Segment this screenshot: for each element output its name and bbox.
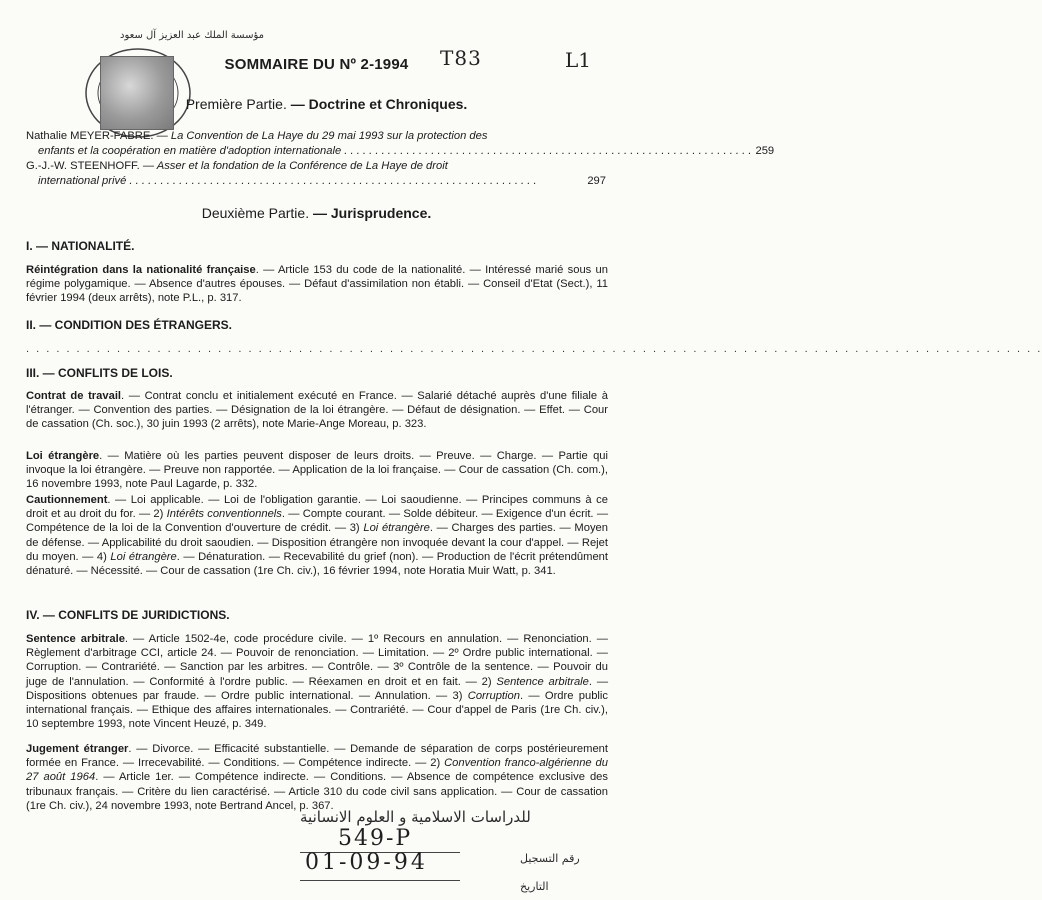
entry-body: . — Charges des parties. — Moyen de défense. — Applicabilité du droit saoudien. — Disposition étrangère non invoquée devant la cour d'appel. — Rejet du moyen. — 4) (26, 522, 608, 563)
entry-italic: Sentence arbitrale (496, 675, 589, 688)
toc-cont: international privé . . . (38, 174, 583, 189)
part-one-heading (10, 96, 643, 112)
entry-head: Jugement étranger (26, 743, 129, 755)
toc-cont: enfants et la coopération en matière d'adoption internationale . . . (38, 144, 751, 159)
entry-body: . — Loi applicable. — Loi de l'obligation garantie. — Loi saoudienne. — Principes communs à ce droit et au droit du for. — 2) (26, 494, 608, 521)
entry-head: Réintégration dans la nationalité française (26, 264, 256, 276)
registration-number-label: رقم التسجيل (520, 852, 580, 865)
entry-italic: Convention franco-algérienne du 27 août 1964 (26, 757, 608, 784)
entry-body: . — Article 153 du code de la nationalité. — Intéressé marié sous un régime polygamique. — Absence d'autres épouses. — Défaut d'assimilation non établi. — Conseil d'Etat (Sect.), 11 février 1994 (deux arrêts), note P.L., p. 317. (26, 264, 608, 305)
bleed-through (120, 0, 124, 15)
entry-jugement (26, 742, 608, 813)
entry-italic: Loi étrangère (110, 550, 177, 563)
entry-body: . — Compte courant. — Solde débiteur. — Exigence d'un écrit. — Compétence de la loi de la Convention d'ouverture de crédit. — 3) (26, 508, 609, 535)
toc-text: — La Convention de La Haye du 29 mai 1993 sur la protection des (156, 130, 488, 142)
page-title: SOMMAIRE DU Nº 2-1994 (224, 56, 409, 73)
handwritten-corner: L1 (565, 48, 592, 72)
entry-head: Sentence arbitrale (26, 633, 125, 645)
entry-italic: Loi étrangère (363, 522, 430, 535)
registration-date-label: التاريخ (520, 880, 549, 893)
entry-contrat (26, 389, 608, 432)
part-two-heading (0, 205, 633, 221)
entry-body: . — Article 1er. — Compétence indirecte. — Conditions. — Absence de compétence exclusive des tribunaux français. — Critère du lien caractérisé. — Article 310 du code civil sans application. — Cour de cassation (1re Ch. civ.), 24 novembre 1993, note Bertrand Ancel, p. 367. (26, 771, 608, 812)
stamp-text: مؤسسة الملك عبد العزيز آل سعود (120, 30, 264, 41)
entry-reintegration (26, 263, 608, 306)
toc-page: 259 (755, 145, 775, 157)
entry-body: . — Matière où les parties peuvent disposer de leurs droits. — Preuve. — Charge. — Partie qui invoque la loi étrangère. — Preuve non rapportée. — Application de la loi française. — Cour de cassation (Ch. com.), 16 novembre 1993, note Paul Lagarde, p. 332. (26, 450, 609, 491)
entry-body: . — Dispositions obtenues par fraude. — Ordre public international. — Annulation. — 3) (26, 675, 609, 702)
part-one-label: Première Partie. (185, 96, 287, 112)
registration-rule (300, 880, 460, 881)
section-heading: II. — CONDITION DES ÉTRANGERS. (26, 318, 233, 332)
dotted-leader: . . . . . . . . . . . . . . . . . . . . . . . . . . . . . . . . . . . . . . . . . . . . . . . . . . . . . . . . . . . . . . . . . . . . . . . . . . . . . . . . . . . . . . . . . . . . . . . . . . . . . (26, 343, 1042, 355)
registration-institute: للدراسات الاسلامية و العلوم الانسانية (300, 808, 531, 826)
toc-author: Nathalie MEYER-FABRE. (26, 130, 154, 142)
entry-sentence (26, 632, 608, 731)
toc-text: — Asser et la fondation de la Conférence de La Haye de droit (142, 160, 448, 172)
toc-entry (26, 159, 606, 189)
entry-head: Loi étrangère (26, 450, 100, 462)
part-one-subtitle: — Doctrine et Chroniques. (290, 96, 468, 112)
entry-head: Contrat de travail (26, 390, 122, 402)
toc-author: G.-J.-W. STEENHOFF. (26, 160, 140, 172)
entry-loi (26, 449, 608, 492)
entry-italic: Intérêts conventionnels (166, 508, 282, 521)
entry-body: . — Divorce. — Efficacité substantielle. — Demande de séparation de corps postérieurement formée en France. — Irrecevabilité. — Conditions. — Compétence indirecte. — 2) (26, 743, 608, 770)
entry-body: . — Ordre public international français. — Ethique des affaires internationales. — Contrariété. — Cour d'appel de Paris (1re Ch. civ.), 10 septembre 1993, note Vincent Heuzé, p. 349. (26, 689, 608, 731)
part-two-label: Deuxième Partie. (201, 205, 310, 221)
section-heading: I. — NATIONALITÉ. (26, 239, 135, 253)
toc-page: 297 (587, 175, 606, 187)
entry-head: Cautionnement (26, 494, 108, 506)
part-two-subtitle: — Jurisprudence. (313, 205, 432, 221)
section-heading: IV. — CONFLITS DE JURIDICTIONS. (26, 608, 230, 622)
section-heading: III. — CONFLITS DE LOIS. (26, 366, 173, 380)
handwritten-ref: T83 (440, 46, 482, 70)
entry-cautionnement (26, 493, 608, 578)
toc-entry (26, 129, 775, 159)
registration-date: 01-09-94 (305, 850, 428, 875)
entry-body: . — Dénaturation. — Recevabilité du grief (non). — Production de l'écrit prétendûment dénaturé. — Nécessité. — Cour de cassation (1re Ch. civ.), 16 février 1994, note Horatia Muir Watt, p. 341. (26, 550, 609, 578)
registration-number: 549-P (338, 826, 413, 851)
entry-body: . — Contrat conclu et initialement exécuté en France. — Salarié détaché auprès d'une filiale à l'étranger. — Convention des parties. — Désignation de la loi étrangère. — Défaut de désignation. — Effet. — Cour de cassation (Ch. soc.), 30 juin 1993 (2 arrêts), note Marie-Ange Moreau, p. 323. (26, 390, 608, 431)
entry-body: . — Article 1502-4e, code procédure civile. — 1º Recours en annulation. — Renonciation. — Règlement d'arbitrage CCI, article 24. — Pouvoir de renonciation. — Limitation. — 2º Ordre public international. — Corruption. — Contrariété. — Sanction par les arbitres. — Contrôle. — 3º Contrôle de la sentence. — Pouvoir du juge de l'annulation. — Conformité à l'ordre public. — Réexamen en droit et en fait. — 2) (26, 633, 608, 688)
entry-italic: Corruption (467, 689, 520, 702)
